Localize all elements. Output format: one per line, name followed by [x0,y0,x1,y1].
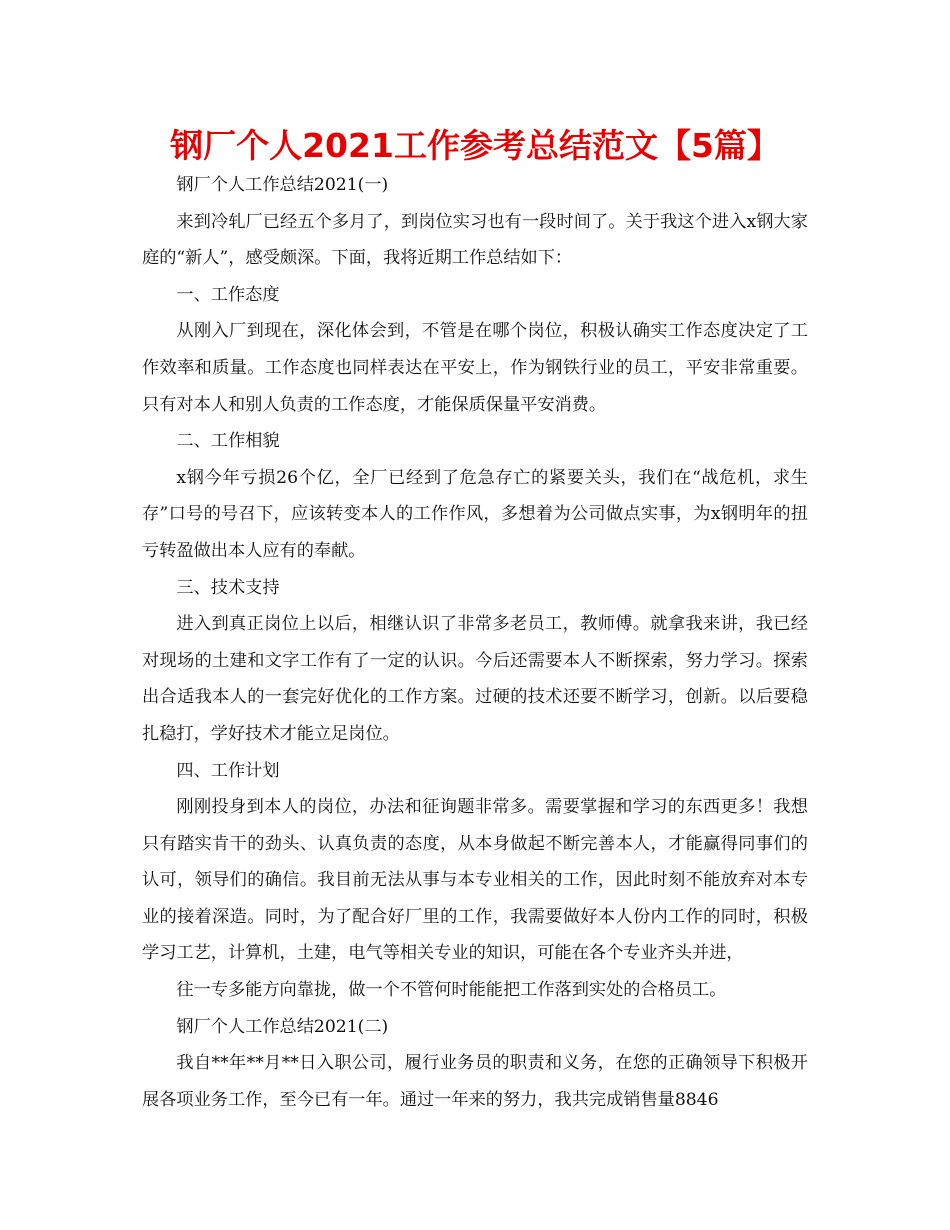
subheading-work-attitude: 一、工作态度 [176,284,280,305]
paragraph-intro: 来到冷轧厂已经五个多月了，到岗位实习也有一段时间了。关于我这个进入x钢大家庭的“新人”，感受颇深。下面，我将近期工作总结如下： [142,211,808,269]
paragraph-work-appearance: x钢今年亏损26个亿，全厂已经到了危急存亡的紧要关头，我们在“战危机，求生存”口号的号召下，应该转变本人的工作作风，多想着为公司做点实事，为x钢明年的扭亏转盈做出本人应有的奉献。 [142,467,808,561]
section-heading-2: 钢厂个人工作总结2021(二) [176,1016,389,1037]
document-body [142,167,808,1118]
section-heading-1: 钢厂个人工作总结2021(一) [176,175,389,195]
subheading-work-appearance: 二、工作相貌 [176,431,280,452]
paragraph-section-2-intro: 我自**年**月**日入职公司，履行业务员的职责和义务，在您的正确领导下积极开展各项业务工作，至今已有一年。通过一年来的努力，我共完成销售量8846 [142,1053,808,1110]
paragraph-work-plan-continued: 往一专多能方向靠拢，做一个不管何时能能把工作落到实处的合格员工。 [176,980,727,1001]
subheading-work-plan: 四、工作计划 [176,760,280,781]
paragraph-work-attitude: 从刚入厂到现在，深化体会到，不管是在哪个岗位，积极认确实工作态度决定了工作效率和质量。工作态度也同样表达在平安上，作为钢铁行业的员工，平安非常重要。只有对本人和别人负责的工作态度，才能保质保量平安消费。 [142,321,808,415]
document-title: 钢厂个人2021工作参考总结范文【5篇】 [170,126,780,165]
paragraph-work-plan: 刚刚投身到本人的岗位，办法和征询题非常多。需要掌握和学习的东西更多！我想只有踏实肯干的劲头、认真负责的态度，从本身做起不断完善本人，才能赢得同事们的认可，领导们的确信。我目前无法从事与本专业相关的工作，因此时刻不能放弃对本专业的接着深造。同时，为了配合好厂里的工作，我需要做好本人份内工作的同时，积极学习工艺，计算机，土建，电气等相关专业的知识，可能在各个专业齐头并进， [142,797,808,964]
subheading-technical-support: 三、技术支持 [176,577,280,598]
paragraph-technical-support: 进入到真正岗位上以后，相继认识了非常多老员工，教师傅。就拿我来讲，我已经对现场的土建和文字工作有了一定的认识。今后还需要本人不断探索，努力学习。探索出合适我本人的一套完好优化的工作方案。过硬的技术还要不断学习，创新。以后要稳扎稳打，学好技术才能立足岗位。 [142,614,808,744]
